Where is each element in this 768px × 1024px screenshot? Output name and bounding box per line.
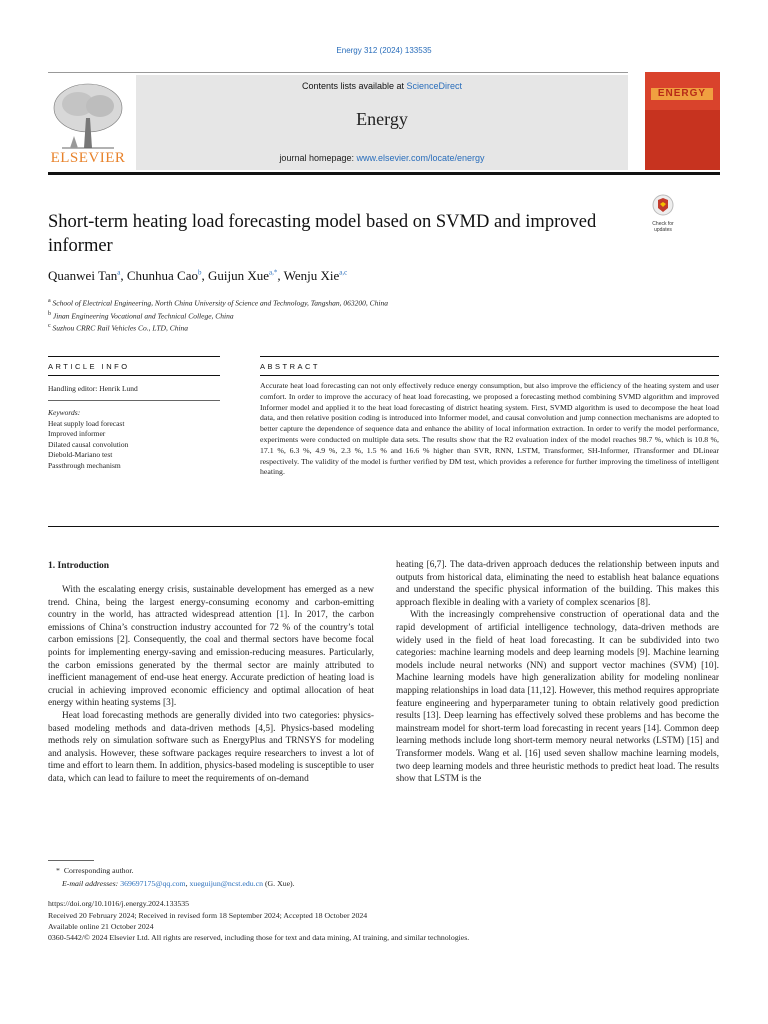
abstract-text: Accurate heat load forecasting can not only effectively reduce energy consumption, but also improve the efficiency of the heating system and user comfort. In order to improve the accuracy of heat load forecasting, we proposed a forecasting method combining SVMD algorithm and improved Informer model and applied it to the heat load forecasting of district heating system. First, SVMD algorithm is used to decompose the heat load data, and then relative position coding is introduced into Informer model, and causal convolution and jump connection mechanisms are adopted to better capture the dependence of sequence data and enhance the ability of local information extraction. In order to verify the model performance, experiments were conducted on multiple data sets. The results show that the R2 evaluation index of the model reaches 98.7 %, which is 10.8 %, 17.1 %, 6.3 %, 4.9 %, 2.3 %, 1.5 % and 16.6 % higher than SVR, RNN, LSTM, Transformer, SH-Informer, iTransformer and DLinear respectively. The validity of the model is further verified by DM test, which provides a reference for further improving the timeliness of intelligent heating. [260,381,719,477]
paragraph: With the escalating energy crisis, sustainable development has emerged as a new trend. China, being the largest energy-consuming economy and carbon-emitting country in the world, has attracted widespread attention [1]. In 2017, the carbon emissions of China’s construction industry accounted for 72 % of the country’s total carbon emissions [2]. Consequently, the coal and thermal sectors have become focal points for implementing energy-saving and emission-reducing measures. Particularly, the carbon emissions generated by the thermal sector are mainly attributed to inefficient management of end-use heat energy. Accurate prediction of heating load is crucial in achieving improved economic efficiency and optimal allocation of heat energy within heating systems [3]. [48,585,374,709]
abstract-heading: ABSTRACT [260,362,321,371]
available-online: Available online 21 October 2024 [48,922,154,931]
sciencedirect-link[interactable]: ScienceDirect [406,81,463,91]
affiliation-b: $^b$ Jinan Engineering Vocational and Technical College, China [48,310,234,320]
author-name[interactable]: Chunhua Cao [126,268,198,283]
email-line: E-mail addresses: 369697175@qq.com, xueguijun@ncst.edu.cn (G. Xue). [62,879,295,888]
badge-line-2: updates [654,227,672,233]
keyword: Heat supply load forecast [48,418,125,428]
article-info-top-rule [48,356,220,357]
body-right-column [396,559,719,786]
check-for-updates-badge[interactable] [646,194,680,233]
received-dates: Received 20 February 2024; Received in revised form 18 September 2024; Accepted 18 October 2024 [48,911,368,920]
elsevier-wordmark: ELSEVIER [50,150,126,166]
journal-info-box [136,75,628,170]
journal-reference[interactable]: Energy 312 (2024) 133535 [336,46,432,55]
banner-top-rule [48,72,628,73]
author-name[interactable]: Quanwei Tan [48,268,118,283]
journal-cover-thumbnail[interactable] [645,72,720,170]
keyword: Improved informer [48,429,106,438]
author-mark[interactable]: b [198,268,202,277]
affiliations [48,296,648,334]
journal-homepage-line: journal homepage: www.elsevier.com/locate/energy [279,153,485,163]
banner-bottom-rule [48,172,720,175]
author-mark[interactable]: a [117,268,121,277]
email-link[interactable]: 369697175@qq.com [120,879,186,888]
journal-homepage-link[interactable]: www.elsevier.com/locate/energy [356,153,485,163]
badge-line-1: Check for [652,221,674,227]
corresponding-author-note: * Corresponding author. [56,866,134,875]
paragraph: Heat load forecasting methods are generally divided into two categories: physics-based modeling methods and data-driven methods [4,5]. Physics-based modeling methods rely on simulation software such as EnergyPlus and TRNSYS for modeling and analysis. However, these software packages require researchers to invest a lot of time and effort to learn them. In addition, physics-based modeling is susceptible to user data, which can lead to failure to meet the requirements of on-demand [48,710,374,784]
abstract-top-rule [260,356,719,357]
article-info-mid-rule [48,400,220,401]
abstract-head-rule [260,375,719,376]
email-link[interactable]: xueguijun@ncst.edu.cn [189,879,263,888]
article-info-heading: ARTICLE INFO [48,362,130,371]
article-info-head-rule [48,375,220,376]
affiliation-c: $^c$ Suzhou CRRC Rail Vehicles Co., LTD, China [48,323,189,333]
contents-available-line: Contents lists available at ScienceDirect [301,81,463,91]
paragraph: heating [6,7]. The data-driven approach deduces the relationship between inputs and outputs from historical data, eliminating the need to establish heat balance equations and understand the specific physical information of the building. This makes this approach flexible in dealing with a variety of complex scenarios [8]. [396,560,719,608]
journal-name: Energy [356,109,408,129]
author-name[interactable]: Guijun Xue [208,268,270,283]
author-mark[interactable]: a,c [339,268,348,277]
copyright-line: 0360-5442/© 2024 Elsevier Ltd. All rights are reserved, including those for text and data mining, AI training, and similar technologies. [48,933,470,942]
keywords-label: Keywords: [48,408,81,417]
keyword: Dilated causal convolution [48,439,129,449]
body-left-column [48,584,374,786]
handling-editor: Handling editor: Henrik Lund [48,384,138,393]
author-mark[interactable]: a,* [269,268,278,277]
cover-title: ENERGY [651,88,713,100]
footnote-rule [48,860,94,861]
keyword: Diebold-Mariano test [48,450,113,459]
doi-link[interactable]: https://doi.org/10.1016/j.energy.2024.133535 [48,899,190,908]
introduction-heading: 1. Introduction [48,561,110,571]
article-title: Short-term heating load forecasting model based on SVMD and improved informer [48,212,597,256]
cover-band [645,110,720,170]
author-list: Quanwei Tan$^a$, Chunhua Cao$^b$, Guijun Xue$^{a,*}$, Wenju Xie$^{a,c}$ [48,268,348,283]
journal-banner [48,72,720,174]
keyword: Passthrough mechanism [48,460,121,470]
author-name[interactable]: Wenju Xie [283,268,340,283]
check-for-updates-icon [646,194,680,216]
keywords-block [48,408,220,471]
affiliation-a: $^a$ School of Electrical Engineering, North China University of Science and Technology, Tangshan, 063200, China [48,298,389,308]
front-matter-bottom-rule [48,526,719,527]
paragraph: With the increasingly comprehensive construction of operational data and the rapid development of artificial intelligence technology, data-driven methods are widely used in the field of heat load forecasting. It can be subdivided into two categories: machine learning models and deep learning models [9]. Machine learning models include neural networks (NN) and support vector machines (SVM) [10]. Machine learning models have high generalization ability for modeling nonlinear mapping relationships in load data [11,12]. However, this method requires appropriate feature engineering and hyperparameter tuning to obtain relatively good prediction results [13]. Deep learning has effectively solved these problems and has become the mainstream model for short-term load forecasting in recent years [14]. Common deep learning methods include long short-term memory neural networks (LSTM) [15] and Transformer models. Wang et al. [16] used seven shallow machine learning models, two deep learning models and three heuristic methods to predict heat load. The results show that LSTM is the [396,610,719,785]
